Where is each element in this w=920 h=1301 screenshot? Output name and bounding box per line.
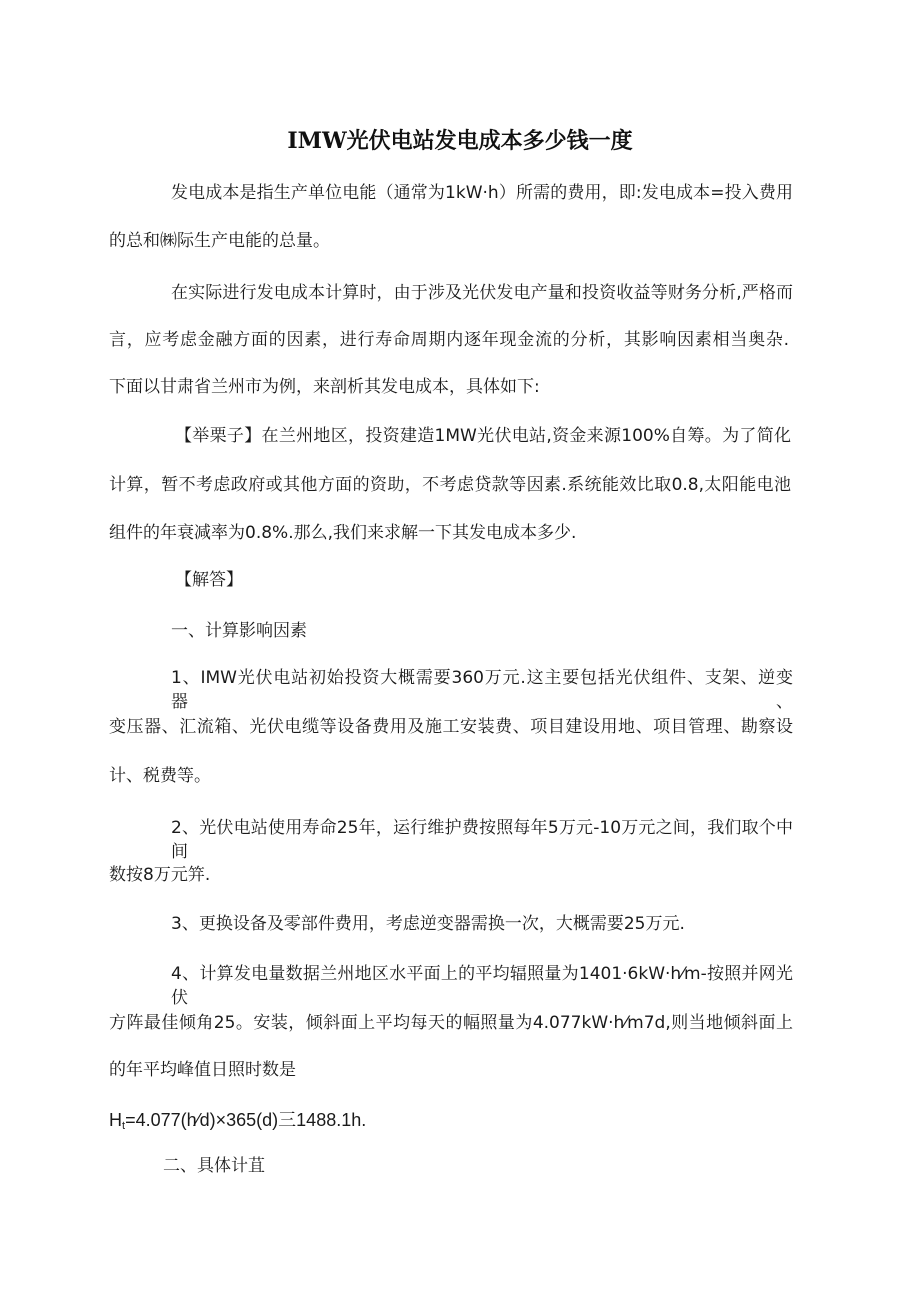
item-1-line-1: 1、IMW光伏电站初始投资大概需要360万元.这主要包括光伏组件、支架、逆变器、 bbox=[171, 668, 793, 712]
paragraph-3-line-3: 组件的年衰减率为0.8%.那么,我们来求解一下其发电成本多少. bbox=[109, 523, 577, 543]
item-4-line-3: 的年平均峰值日照时数是 bbox=[109, 1060, 296, 1080]
section-2-heading: 二、具体计苴 bbox=[163, 1156, 265, 1176]
item-2-line-1: 2、光伏电站使用寿命25年，运行维护费按照每年5万元-10万元之间，我们取个中间 bbox=[171, 818, 793, 862]
paragraph-2-line-3: 下面以甘肃省兰州市为例，来剖析其发电成本，具体如下: bbox=[109, 377, 540, 397]
formula-symbol: H bbox=[109, 1110, 122, 1130]
item-3-line-1: 3、更换设备及零部件费用，考虑逆变器需换一次，大概需要25万元. bbox=[171, 914, 685, 934]
paragraph-3-line-1: 【举栗子】在兰州地区，投资建造1MW光伏电站,资金来源100%自筹。为了简化 bbox=[175, 426, 791, 446]
paragraph-2-line-2: 言，应考虑金融方面的因素，进行寿命周期内逐年现金流的分析，其影响因素相当奥杂. bbox=[109, 330, 789, 350]
formula-expression: =4.077(h⁄d)×365(d)三1488.1h. bbox=[125, 1110, 367, 1130]
item-1-line-3: 计、税费等。 bbox=[109, 766, 211, 786]
answer-heading: 【解答】 bbox=[175, 570, 243, 590]
paragraph-1-line-2: 的总和㈱际生产电能的总量。 bbox=[109, 231, 330, 251]
paragraph-2-line-1: 在实际进行发电成本计算时，由于涉及光伏发电产量和投资收益等财务分析,严格而 bbox=[171, 283, 793, 303]
item-1-line-2: 变压器、汇流箱、光伏电缆等设备费用及施工安装费、项目建设用地、项目管理、勘察设 bbox=[109, 717, 793, 737]
item-4-line-2: 方阵最佳倾角25。安装，倾斜面上平均每天的幅照量为4.077kW·h⁄m7d,则当地倾斜面上 bbox=[109, 1013, 793, 1033]
item-2-line-2: 数按8万元笄. bbox=[109, 865, 211, 885]
item-4-line-1: 4、计算发电量数据兰州地区水平面上的平均辐照量为1401·6kW·h⁄m-按照并网光伏 bbox=[171, 964, 793, 1008]
document-title: IMW光伏电站发电成本多少钱一度 bbox=[287, 128, 633, 154]
paragraph-1-line-1: 发电成本是指生产单位电能（通常为1kW·h）所需的费用，即:发电成本=投入费用 bbox=[171, 183, 793, 203]
section-1-heading: 一、计算影响因素 bbox=[171, 621, 307, 641]
paragraph-3-line-2: 计算，暂不考虑政府或其他方面的资助，不考虑贷款等因素.系统能效比取0.8,太阳能电池 bbox=[109, 475, 791, 495]
formula-subscript: t bbox=[122, 1120, 126, 1132]
peak-sun-hours-formula bbox=[109, 1108, 366, 1138]
